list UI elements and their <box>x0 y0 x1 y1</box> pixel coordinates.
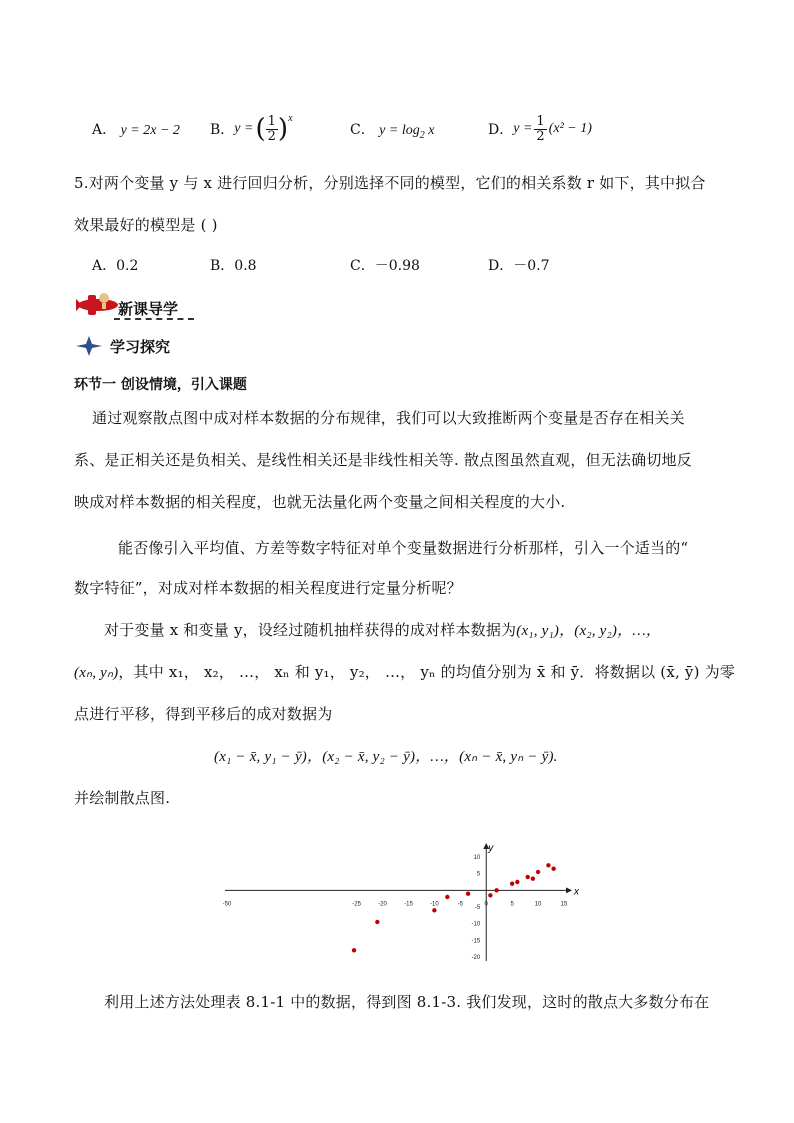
scatter-point <box>466 891 470 895</box>
para5: 利用上述方法处理表 8.1-1 中的数据，得到图 8.1-3. 我们发现，这时的散点大多数分布在 <box>104 993 710 1011</box>
translated-pairs-formula: (x₁ − x̄, y₁ − ȳ)，(x₂ − x̄, y₂ − ȳ)，…，(xₙ − x̄, yₙ − ȳ). <box>214 749 558 765</box>
scatter-point <box>536 870 540 874</box>
x-tick-label: -50 <box>222 901 232 908</box>
q4-option-a <box>92 119 180 139</box>
y-tick-label: -20 <box>471 955 481 961</box>
option-value: －0.7 <box>513 258 550 274</box>
q5-line1: 5.对两个变量 y 与 x 进行回归分析，分别选择不同的模型，它们的相关系数 r 如下，其中拟合 <box>74 174 706 192</box>
paren-right: ) <box>277 114 289 144</box>
option-value: 0.8 <box>234 258 257 274</box>
scatter-point <box>526 875 530 879</box>
para1-line1: 通过观察散点图中成对样本数据的分布规律，我们可以大致推断两个变量是否存在相关关 <box>92 409 685 427</box>
q4-option-d <box>488 111 592 147</box>
scatter-point <box>551 866 555 870</box>
q4-option-c <box>350 119 434 141</box>
option-value: 0.2 <box>116 258 139 274</box>
scatter-point <box>510 881 514 885</box>
x-tick-label: -25 <box>352 901 361 908</box>
x-axis-arrow <box>566 887 572 893</box>
option-value: －0.98 <box>374 258 420 274</box>
para4: 并绘制散点图. <box>74 789 171 807</box>
section-title: 学习探究 <box>110 337 171 356</box>
x-tick-label: 15 <box>560 901 568 908</box>
y-tick-label: -15 <box>471 938 481 945</box>
scatter-point <box>488 893 492 897</box>
scatter-point <box>546 863 550 867</box>
q5-option-d <box>488 255 550 275</box>
para1-line3: 映成对样本数据的相关程度，也就无法量化两个变量之间相关程度的大小. <box>74 493 566 511</box>
part1-title: 环节一 创设情境，引入课题 <box>74 377 247 393</box>
y-axis-label: y <box>488 843 494 854</box>
option-expr-suffix: x <box>424 123 435 138</box>
new-lesson-banner <box>74 290 204 320</box>
star-icon <box>74 334 104 358</box>
para3-line2-pair: (xₙ, yₙ) <box>74 665 119 681</box>
option-expr-suffix: (x² − 1) <box>548 121 592 136</box>
scatter-point <box>515 880 519 884</box>
option-expr-prefix: y = <box>513 121 533 136</box>
x-tick-label: -15 <box>404 901 413 908</box>
x-tick-label: 5 <box>510 901 514 908</box>
x-tick-label: -10 <box>430 901 439 908</box>
q5-option-a <box>92 255 138 275</box>
scatter-point <box>494 888 498 892</box>
learning-section-heading <box>74 334 170 358</box>
option-expr: y = 2x − 2 <box>120 123 180 138</box>
option-letter: B． <box>210 258 235 274</box>
para3-line1-pairs: (x₁, y₁)，(x₂, y₂)，…， <box>516 623 662 639</box>
paren-left: ( <box>255 114 266 144</box>
banner-underline <box>114 318 194 320</box>
option-expr-prefix: y = log <box>379 123 420 138</box>
option-letter: D． <box>488 258 514 274</box>
para3-line2-text: ，其中 x₁， x₂， …， xₙ 和 y₁， y₂， …， yₙ 的均值分别为 x̄ 和 ȳ．将数据以 (x̄, ȳ) 为零 <box>118 663 736 681</box>
chart-points <box>352 863 556 952</box>
x-tick-label: 0 <box>484 901 488 908</box>
exponent: x <box>288 113 293 124</box>
para2-line2: 数字特征”，对成对样本数据的相关程度进行定量分析呢？ <box>74 579 462 597</box>
x-tick-label: -5 <box>457 901 463 908</box>
x-tick-label: 10 <box>534 901 542 908</box>
scatter-chart <box>200 835 600 975</box>
option-letter: D． <box>488 122 514 138</box>
log-base: 2 <box>419 129 425 141</box>
scatter-point <box>375 920 379 924</box>
para3-line3: 点进行平移，得到平移后的成对数据为 <box>74 705 333 723</box>
para2-line1: 能否像引入平均值、方差等数字特征对单个变量数据进行分析那样，引入一个适当的“ <box>118 539 689 557</box>
q5-line2: 效果最好的模型是 ( ) <box>74 216 218 234</box>
option-letter: C． <box>350 122 375 138</box>
scatter-point <box>352 948 356 952</box>
y-tick-label: -5 <box>474 905 481 911</box>
option-expr-prefix: y = <box>234 121 254 136</box>
para3-line1 <box>104 619 661 640</box>
y-tick-label: 5 <box>476 871 481 878</box>
fraction <box>534 115 546 144</box>
fraction <box>266 115 278 144</box>
option-letter: B． <box>210 122 235 138</box>
scatter-point <box>445 895 449 899</box>
scatter-point <box>531 876 535 880</box>
fraction-den: 2 <box>536 128 545 144</box>
fraction-den: 2 <box>267 128 276 144</box>
chart-ticks <box>223 855 568 961</box>
fraction-num: 1 <box>536 113 545 129</box>
option-letter: C． <box>350 258 375 274</box>
q4-option-b <box>210 111 293 147</box>
q5-option-b <box>210 255 257 275</box>
scatter-point <box>432 908 436 912</box>
airplane-icon <box>74 290 124 318</box>
banner-title: 新课导学 <box>118 300 179 318</box>
q5-option-c <box>350 255 420 275</box>
option-letter: A． <box>92 122 117 138</box>
chart-axes <box>222 843 580 961</box>
para3-line1-text: 对于变量 x 和变量 y，设经过随机抽样获得的成对样本数据为 <box>104 621 517 639</box>
y-tick-label: 10 <box>473 855 481 861</box>
para3-line2 <box>74 661 735 682</box>
x-tick-label: -20 <box>378 901 387 908</box>
fraction-num: 1 <box>267 113 276 129</box>
x-axis-label: x <box>574 886 579 898</box>
option-letter: A． <box>92 258 117 274</box>
y-tick-label: -10 <box>471 921 481 928</box>
para1-line2: 系、是正相关还是负相关、是线性相关还是非线性相关等. 散点图虽然直观，但无法确切地反 <box>74 451 692 469</box>
